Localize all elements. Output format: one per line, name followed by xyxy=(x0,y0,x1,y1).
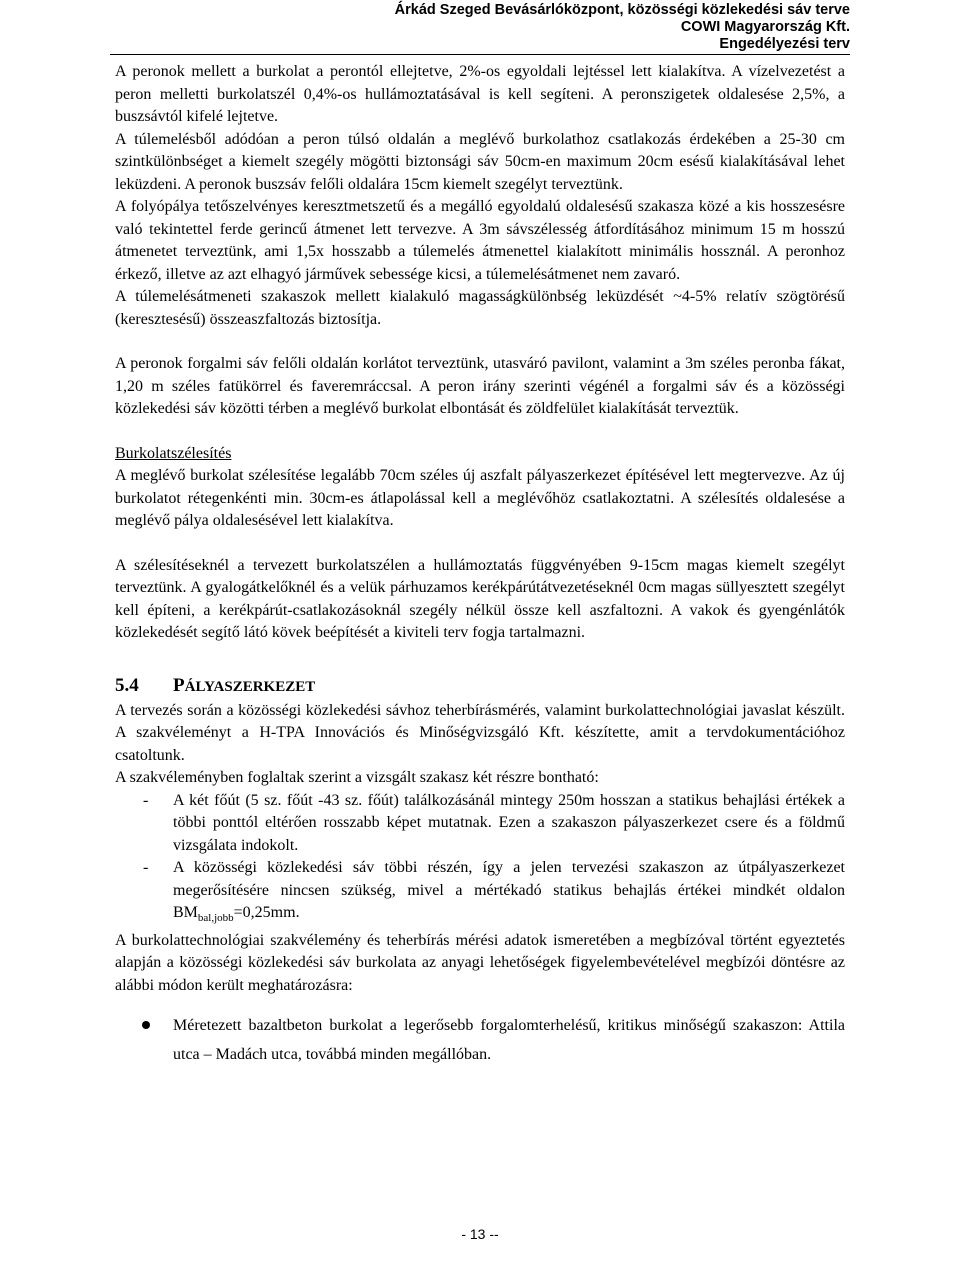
paragraph: A peronok mellett a burkolat a perontól ellejtetve, 2%-os egyoldali lejtéssel lett kialakítva. A vízelvezetést a peron melletti burkolatszél 0,4%-os hullámoztatásával is kell segíteni. A peronszigetek oldalesése 2,5%, a buszsávtól kifelé lejtetve. xyxy=(115,63,845,125)
dash-list xyxy=(115,790,845,930)
section-title: PÁLYASZERKEZET xyxy=(173,674,316,696)
header-project-title: Árkád Szeged Bevásárlóközpont, közösségi közlekedési sáv terve xyxy=(394,2,850,18)
dash-marker: - xyxy=(143,859,149,876)
section-heading xyxy=(115,673,845,700)
paragraph: A túlemelésből adódóan a peron túlsó oldalán a meglévő burkolathoz csatlakozás érdekében a 25-30 cm szintkülönbséget a kiemelt szegély mögötti biztonsági sáv 50cm-en maximum 20cm esésű kialakításával lehet leküzdeni. A peronok buszsáv felőli oldalára 15cm kiemelt szegélyt terveztünk. xyxy=(115,130,845,193)
bullet-dot xyxy=(142,1021,150,1029)
paragraph: A szélesítéseknél a tervezett burkolatszélen a hullámoztatás függvényében 9-15cm magas kiemelt szegélyt terveztünk. A gyalogátkelőknél és a velük párhuzamos kerékpárútátvezetéseknél 0cm magas süllyesztett szegélyt kell építeni, a kerékpárút-csatlakozásoknál szegély nélkül össze kell aszfaltozni. A vakok és gyengénlátók közlekedését segítő látó kövek beépítését a kiviteli terv fogja tartalmazni. xyxy=(115,556,845,641)
paragraph: A meglévő burkolat szélesítése legalább 70cm széles új aszfalt pályaszerkezet építésével lett megtervezve. Az új burkolatot rétegenkénti min. 30cm-es átlapolással kell a meglévőhöz csatlakoztatni. A szélesítés oldalesése a meglévő pálya oldalesésével lett kialakítva. xyxy=(115,467,845,529)
list-item: - A közösségi közlekedési sáv többi részén, így a jelen tervezési szakaszon az útpályaszerkezet megerősítésére nincsen szükség, mivel a mértékadó statikus behajlás értékei mindkét oldalon $BM_{bal,jobb}=0,25mm$. xyxy=(143,859,845,925)
paragraph: A tervezés során a közösségi közlekedési sávhoz teherbírásmérés, valamint burkolattechnológiai javaslat készült. A szakvéleményt a H-TPA Innovációs és Minőségvizsgáló Kft. készítette, amit a tervdokumentációhoz csatoltunk. xyxy=(115,701,845,764)
header-document-type: Engedélyezési terv xyxy=(719,36,850,52)
header-company: COWI Magyarország Kft. xyxy=(680,19,850,35)
bullet-list xyxy=(115,1011,845,1069)
paragraph: A szakvéleményben foglaltak szerint a vizsgált szakasz két részre bontható: xyxy=(115,769,599,786)
paragraph: A folyópálya tetőszelvényes keresztmetszetű és a megálló egyoldalú oldalesésű szakasza közé a kis hosszesésre való tekintettel ferde gerincű átmenet lett tervezve. A 3m sávszélesség átfordításához minimum 15 m hosszú átmenetet terveztünk, ami 1,5x hosszabb a túlemelés átmenettel kialakított minimális hossznál. A peronhoz érkező, illetve az azt elhagyó járművek sebessége kicsi, a túlemelésátmenet nem zavaró. xyxy=(115,198,845,283)
document-body xyxy=(115,61,845,1069)
page-header xyxy=(110,2,850,53)
paragraph: A burkolattechnológiai szakvélemény és teherbírás mérési adatok ismeretében a megbízóval történt egyeztetés alapján a közösségi közlekedési sáv burkolata az anyagi lehetőségek figyelembevételével megbízói döntésre az alábbi módon került meghatározásra: xyxy=(115,931,845,994)
header-rule xyxy=(110,54,850,55)
paragraph: A túlemelésátmeneti szakaszok mellett kialakuló magasságkülönbség leküzdését ~4-5% relatív szögtörésű (keresztesésű) összeaszfaltozás biztosítja. xyxy=(115,288,845,328)
dash-marker: - xyxy=(143,791,149,809)
paragraph: A peronok forgalmi sáv felőli oldalán korlátot terveztünk, utasváró pavilont, valamint a 3m széles peronba fákat, 1,20 m széles fatükörrel és faveremráccsal. A peron irány szerinti végénél a forgalmi sáv és a közösségi közlekedési sáv közötti térben a meglévő burkolat elbontását és zöldfelület kialakítását terveztük. xyxy=(115,355,845,417)
list-item: - A két főút (5 sz. főút -43 sz. főút) találkozásánál mintegy 250m hosszan a statikus behajlási értékek a többi ponttól eltérően rosszabb képet mutatnak. Ezen a szakaszon pályaszerkezet csere és a földmű vizsgálata indokolt. xyxy=(143,791,845,854)
list-item: Méretezett bazaltbeton burkolat a legerősebb forgalomterhelésű, kritikus minőségű szakaszon: Attila utca – Madách utca, továbbá minden megállóban. xyxy=(115,1011,845,1069)
section-number: 5.4 xyxy=(115,674,139,696)
page-number: - 13 -- xyxy=(461,1226,499,1242)
subheading-widening: Burkolatszélesítés xyxy=(115,444,232,462)
